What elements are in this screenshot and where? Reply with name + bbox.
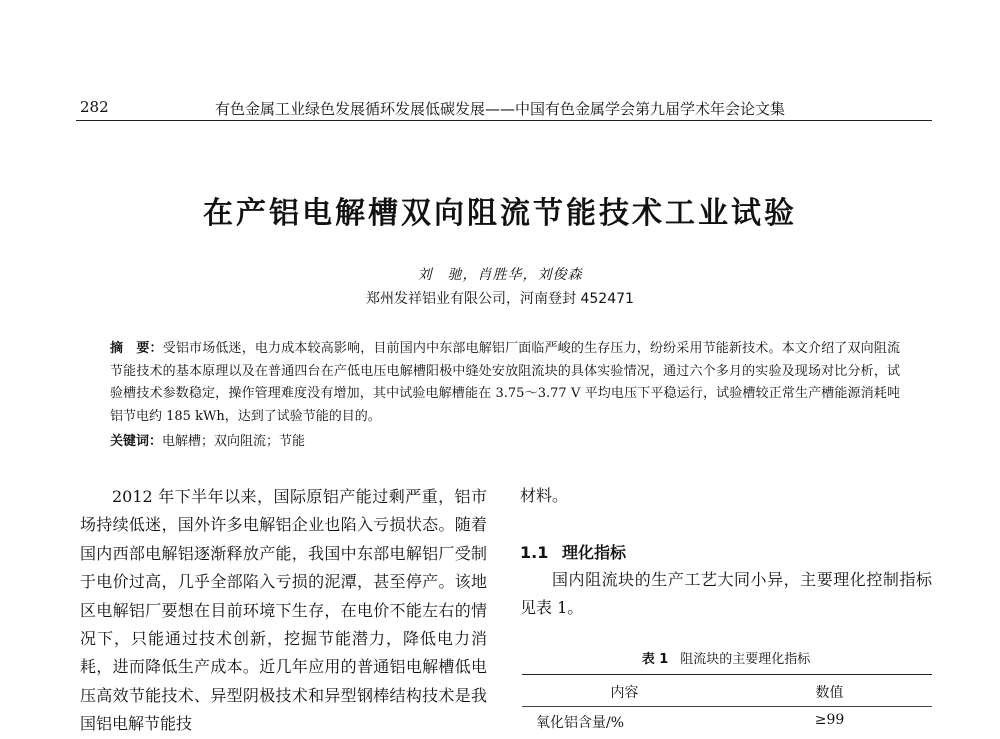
- paper-title: 在产铝电解槽双向阻流节能技术工业试验: [203, 196, 797, 231]
- table-top-rule: [522, 674, 932, 675]
- page-number: 282: [80, 98, 109, 116]
- abstract-text: 受铝市场低迷，电力成本较高影响，目前国内中东部电解铝厂面临严峻的生存压力，纷纷采用节能新技术。本文介绍了双向阻流节能技术的基本原理以及在普通四台在产低电压电解槽阳极中缝处安放阻流块的具体实验情况，通过六个多月的实验及现场对比分析，试验槽技术参数稳定，操作管理难度没有增加，其中试验电解槽能在 3.75～3.77 V 平均电压下平稳运行，试验槽较正常生产槽能源消耗吨铝节电约 185 kWh，达到了试验节能的目的。: [110, 341, 900, 424]
- body-paragraph-intro: 2012 年下半年以来，国际原铝产能过剩严重，铝市场持续低迷，国外许多电解铝企业也陷入亏损状态。随着国内西部电解铝逐渐释放产能，我国中东部电解铝厂受制于电价过高，几乎全部陷入亏损的泥潭，甚至停产。该地区电解铝厂要想在目前环境下生存，在电价不能左右的情况下，只能通过技术创新，挖掘节能潜力，降低电力消耗，进而降低生产成本。近几年应用的普通铝电解槽低电压高效节能技术、异型阴极技术和异型钢棒结构技术是我国铝电解节能技: [80, 487, 487, 734]
- paper-authors: 刘 驰，肖胜华，刘俊森: [417, 267, 583, 283]
- table-header-value: 数值: [815, 685, 844, 701]
- section-number: 1.1: [520, 543, 549, 562]
- keywords-label: 关键词：: [110, 434, 163, 449]
- header-rule: [76, 120, 932, 121]
- section-title: 理化指标: [562, 543, 627, 562]
- paper-affiliation: 郑州发祥铝业有限公司，河南登封 452471: [366, 291, 634, 307]
- section-heading: [520, 540, 626, 563]
- table-caption: [520, 648, 932, 667]
- table-label: 表 1: [641, 652, 669, 667]
- keywords-text: 电解槽；双向阻流；节能: [162, 434, 306, 449]
- table-cell-content: 氧化铝含量/%: [536, 715, 625, 731]
- abstract: [110, 338, 900, 428]
- running-title: 有色金属工业绿色发展循环发展低碳发展——中国有色金属学会第九届学术年会论文集: [215, 100, 786, 118]
- keywords: [110, 430, 305, 449]
- table-cell-value: ≥99: [814, 712, 845, 728]
- table-header-content: 内容: [610, 685, 639, 701]
- table-header-rule: [522, 706, 932, 707]
- abstract-label: 摘 要：: [110, 341, 163, 356]
- section-paragraph: 国内阻流块的生产工艺大同小异，主要理化控制指标见表 1。: [520, 570, 932, 618]
- table-caption-text: 阻流块的主要理化指标: [680, 652, 811, 667]
- body-paragraph-continuation: 材料。: [520, 486, 569, 505]
